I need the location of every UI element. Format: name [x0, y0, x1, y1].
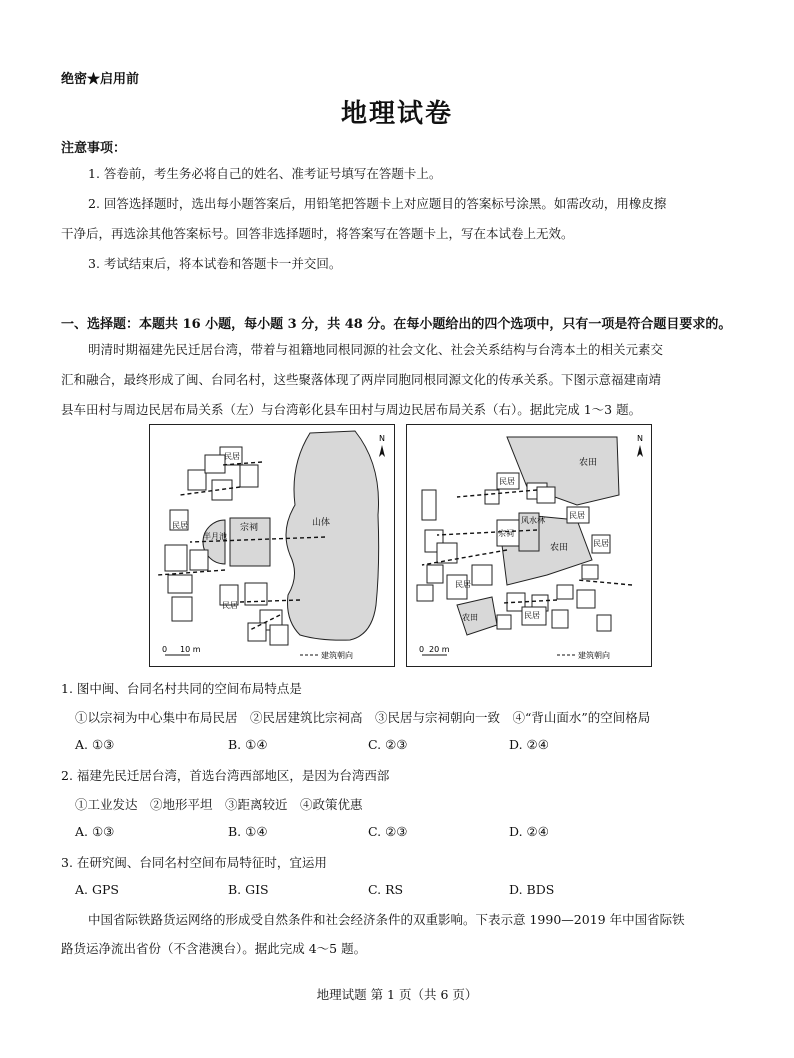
label-north: N	[379, 434, 385, 443]
intro-line-1: 明清时期福建先民迁居台湾，带着与祖籍地同根同源的社会文化、社会关系结构与台湾本土的相关元素交	[88, 342, 664, 357]
page-footer: 地理试题 第 1 页（共 6 页）	[316, 987, 478, 1002]
label-minju-1: 民居	[224, 452, 240, 461]
label-farm-3: 农田	[462, 613, 478, 622]
intro-line-2: 汇和融合，最终形成了闽、台同名村，这些聚落体现了两岸同胞同根同源文化的传承关系。下图示意福建南靖	[61, 372, 662, 387]
question-2-option-a[interactable]: A. ①③	[75, 824, 115, 839]
label-temple: 宗祠	[240, 523, 259, 533]
question-3-option-a[interactable]: A. GPS	[75, 882, 119, 897]
north-arrow-icon	[379, 445, 385, 457]
figure-left-map	[149, 424, 395, 667]
passage-line-2: 路货运净流出省份（不含港澳台）。据此完成 4～5 题。	[61, 941, 367, 956]
label-fengshui: 风水林	[521, 516, 545, 525]
intro-line-3: 县车田村与周边民居布局关系（左）与台湾彰化县车田村与周边民居布局关系（右）。据此完成 1～3 题。	[61, 402, 642, 417]
question-1-option-d[interactable]: D. ②④	[509, 737, 549, 752]
scale-dist: 10 m	[180, 645, 201, 654]
scale-zero: 0	[419, 645, 425, 654]
label-farm-2: 农田	[550, 543, 569, 553]
question-1-statements: ①以宗祠为中心集中布局民居 ②民居建筑比宗祠高 ③民居与宗祠朝向一致 ④“背山面水”的空间格局	[75, 710, 651, 725]
label-mountain: 山体	[312, 518, 331, 528]
label-north: N	[637, 434, 643, 443]
question-2-option-c[interactable]: C. ②③	[368, 824, 408, 839]
question-2-option-d[interactable]: D. ②④	[509, 824, 549, 839]
farmland-1	[507, 437, 619, 505]
legend-orientation: 建筑朝向	[321, 651, 353, 660]
question-3-option-d[interactable]: D. BDS	[509, 882, 555, 897]
notice-item-2-cont: 干净后，再选涂其他答案标号。回答非选择题时，将答案写在答题卡上，写在本试卷上无效。	[61, 226, 574, 241]
question-1-option-b[interactable]: B. ①④	[228, 737, 268, 752]
label-minju-3: 民居	[593, 539, 609, 548]
question-1-stem: 1. 图中闽、台同名村共同的空间布局特点是	[61, 681, 302, 696]
question-3-stem: 3. 在研究闽、台同名村空间布局特征时，宜运用	[61, 855, 327, 870]
question-2-option-b[interactable]: B. ①④	[228, 824, 268, 839]
question-2-stem: 2. 福建先民迁居台湾，首选台湾西部地区，是因为台湾西部	[61, 768, 390, 783]
section-heading: 一、选择题：本题共 16 小题，每小题 3 分，共 48 分。在每小题给出的四个选项中，只有一项是符合题目要求的。	[61, 317, 732, 332]
legend-orientation: 建筑朝向	[578, 651, 610, 660]
notice-item-1: 1. 答卷前，考生务必将自己的姓名、准考证号填写在答题卡上。	[88, 166, 442, 181]
question-1-option-a[interactable]: A. ①③	[75, 737, 115, 752]
label-farm-1: 农田	[579, 458, 598, 468]
scale-zero: 0	[162, 645, 168, 654]
notice-heading: 注意事项：	[61, 141, 127, 156]
label-pond: 半月池	[203, 532, 227, 541]
label-minju-1: 民居	[499, 477, 515, 486]
question-2-statements: ①工业发达 ②地形平坦 ③距离较近 ④政策优惠	[75, 797, 363, 812]
page-title: 地理试卷	[340, 99, 453, 129]
label-minju-2: 民居	[569, 511, 585, 520]
confidential-mark: 绝密★启用前	[61, 72, 140, 87]
scale-dist: 20 m	[429, 645, 450, 654]
label-temple: 宗祠	[498, 529, 514, 538]
question-3-option-b[interactable]: B. GIS	[228, 882, 269, 897]
figure-right-map	[406, 424, 652, 667]
label-minju-2: 民居	[172, 521, 188, 530]
question-1-option-c[interactable]: C. ②③	[368, 737, 408, 752]
question-3-option-c[interactable]: C. RS	[368, 882, 404, 897]
label-minju-5: 民居	[524, 611, 540, 620]
north-arrow-icon	[637, 445, 643, 457]
notice-item-2: 2. 回答选择题时，选出每小题答案后，用铅笔把答题卡上对应题目的答案标号涂黑。如需改动，用橡皮擦	[88, 196, 667, 211]
label-minju-3: 民居	[222, 601, 238, 610]
mountain-shape	[286, 431, 379, 640]
passage-line-1: 中国省际铁路货运网络的形成受自然条件和社会经济条件的双重影响。下表示意 1990—2019 年中国省际铁	[88, 912, 685, 927]
label-minju-4: 民居	[455, 580, 471, 589]
notice-item-3: 3. 考试结束后，将本试卷和答题卡一并交回。	[88, 256, 342, 271]
